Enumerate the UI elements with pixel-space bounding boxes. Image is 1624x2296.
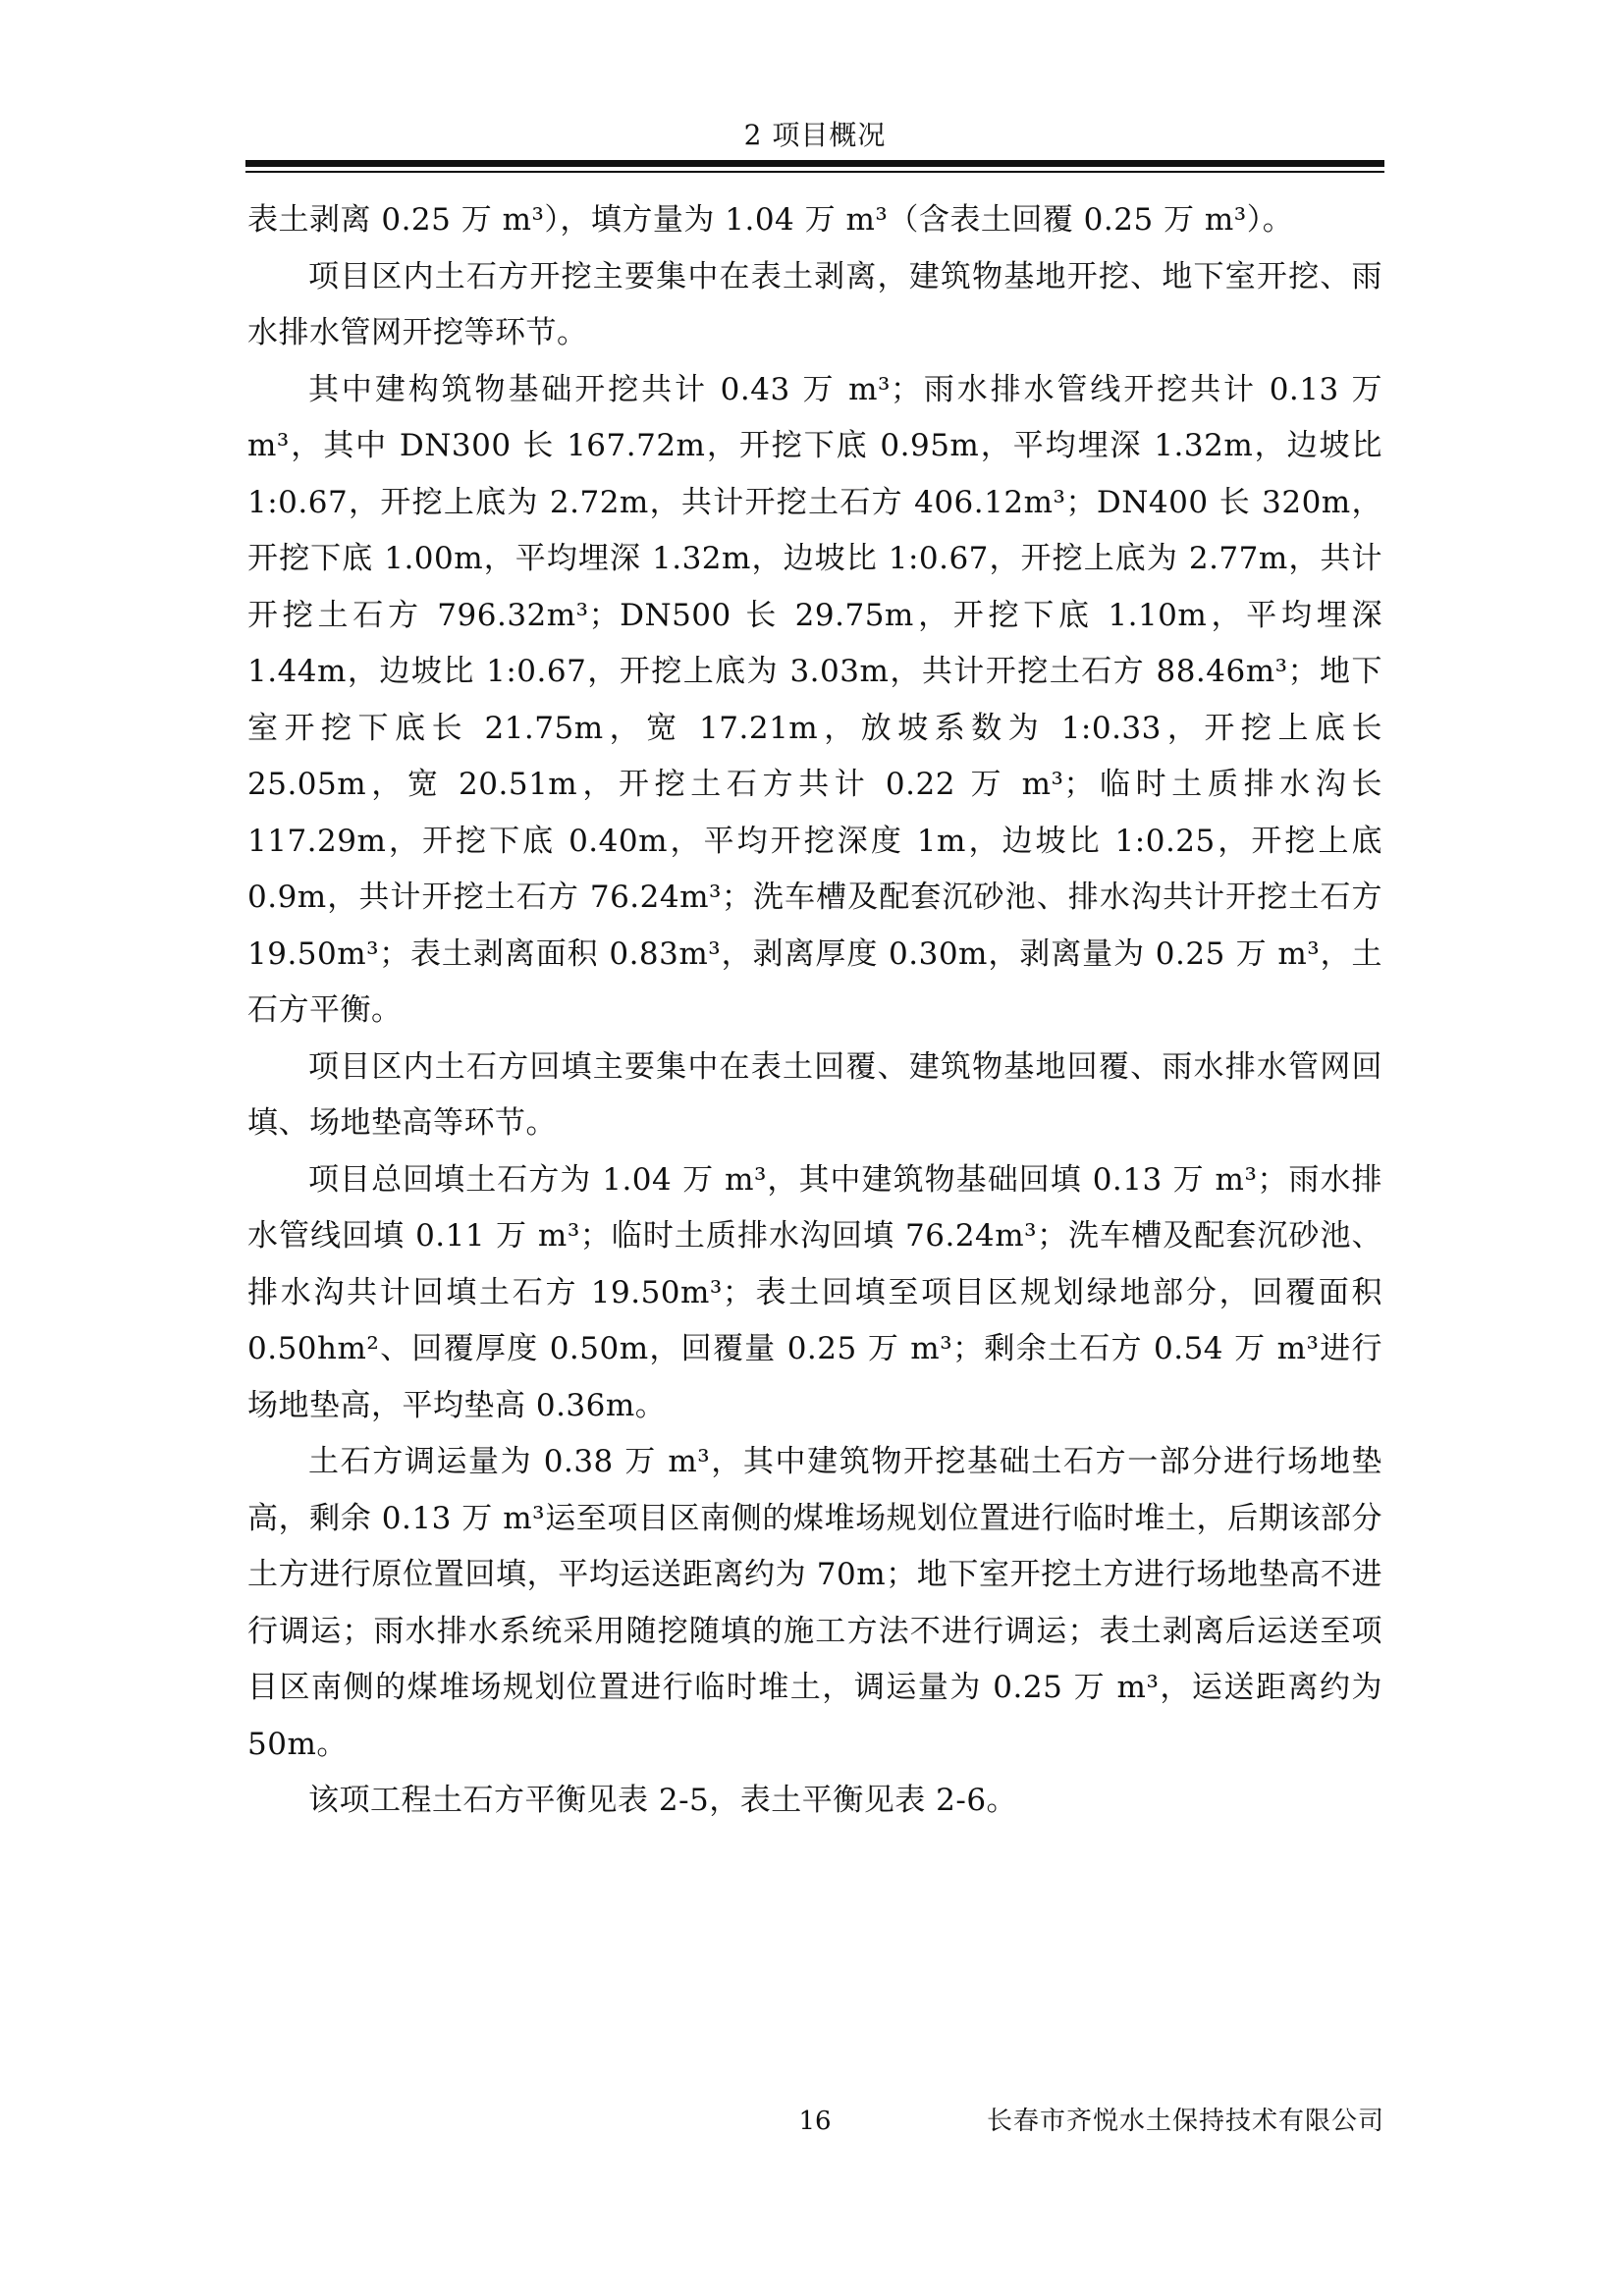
- paragraph-transport: 土石方调运量为 0.38 万 m³，其中建筑物开挖基础土石方一部分进行场地垫高，剩余 0.13 万 m³运至项目区南侧的煤堆场规划位置进行临时堆土，后期该部分土方进行原位置回填，平均运送距离约为 70m；地下室开挖土方进行场地垫高不进行调运；雨水排水系统采用随挖随填的施工方法不进行调运；表土剥离后运送至项目区南侧的煤堆场规划位置进行临时堆土，调运量为 0.25 万 m³，运送距离约为 50m。: [247, 1444, 1382, 1762]
- paragraph-excavation-summary: 项目区内土石方开挖主要集中在表土剥离，建筑物基地开挖、地下室开挖、雨水排水管网开挖等环节。: [247, 258, 1382, 350]
- paragraph-table-reference: 该项工程土石方平衡见表 2-5，表土平衡见表 2-6。: [308, 1783, 1018, 1818]
- paragraph-continuation: 表土剥离 0.25 万 m³），填方量为 1.04 万 m³（含表土回覆 0.25 万 m³）。: [247, 202, 1294, 238]
- body-text: [247, 192, 1382, 1830]
- page-number: 16: [798, 2107, 832, 2136]
- company-name: 长春市齐悦水土保持技术有限公司: [986, 2107, 1384, 2136]
- header-title: 2 项目概况: [743, 119, 887, 151]
- paragraph-excavation-details: 其中建构筑物基础开挖共计 0.43 万 m³；雨水排水管线开挖共计 0.13 万 m³，其中 DN300 长 167.72m，开挖下底 0.95m，平均埋深 1.32m，边坡比 1:0.67，开挖上底为 2.72m，共计开挖土石方 406.12m³；DN400 长 320m，开挖下底 1.00m，平均埋深 1.32m，边坡比 1:0.67，开挖上底为 2.77m，共计开挖土石方 796.32m³；DN500 长 29.75m，开挖下底 1.10m，平均埋深 1.44m，边坡比 1:0.67，开挖上底为 3.03m，共计开挖土石方 88.46m³；地下室开挖下底长 21.75m，宽 17.21m，放坡系数为 1:0.33，开挖上底长 25.05m，宽 20.51m，开挖土石方共计 0.22 万 m³；临时土质排水沟长 117.29m，开挖下底 0.40m，平均开挖深度 1m，边坡比 1:0.25，开挖上底 0.9m，共计开挖土石方 76.24m³；洗车槽及配套沉砂池、排水沟共计开挖土石方 19.50m³；表土剥离面积 0.83m³，剥离厚度 0.30m，剥离量为 0.25 万 m³，土石方平衡。: [247, 371, 1382, 1028]
- header-rule-thin: [245, 171, 1384, 173]
- paragraph-backfill-summary: 项目区内土石方回填主要集中在表土回覆、建筑物基地回覆、雨水排水管网回填、场地垫高等环节。: [247, 1048, 1382, 1141]
- header-rule-thick: [245, 160, 1384, 167]
- paragraph-backfill-details: 项目总回填土石方为 1.04 万 m³，其中建筑物基础回填 0.13 万 m³；雨水排水管线回填 0.11 万 m³；临时土质排水沟回填 76.24m³；洗车槽及配套沉砂池、排水沟共计回填土石方 19.50m³；表土回填至项目区规划绿地部分，回覆面积 0.50hm²、回覆厚度 0.50m，回覆量 0.25 万 m³；剩余土石方 0.54 万 m³进行场地垫高，平均垫高 0.36m。: [247, 1161, 1382, 1423]
